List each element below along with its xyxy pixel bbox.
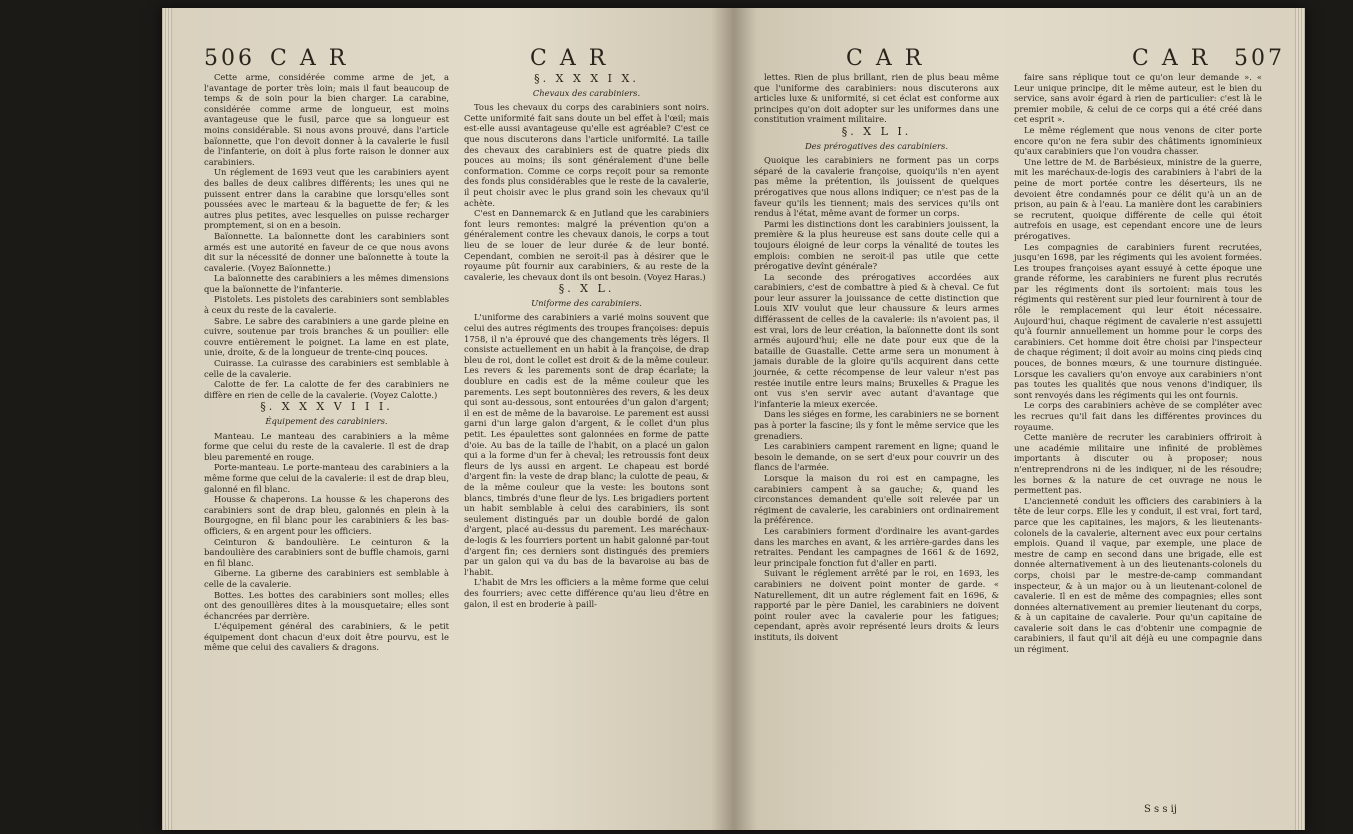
paragraph: Cuirasse. La cuirasse des carabiniers est semblable à celle de la cavalerie. bbox=[204, 358, 449, 379]
paragraph: Cette manière de recruter les carabiniers offriroit à une académie militaire une infinité de problèmes importants à discuter ou à proposer; nous n'entreprendrons ni de les indiquer, ni de les résoudre; les bornes & la nature de cet ouvrage ne nous le permettent pas. bbox=[1014, 432, 1262, 496]
paragraph: lettes. Rien de plus brillant, rien de plus beau même que l'uniforme des carabiniers: nous discuterons aux articles luxe & uniformité, si cet éclat est conforme aux principes qu'on doit adopter sur les uniformes dans une constitution vraiment militaire. bbox=[754, 72, 999, 125]
left-column-2 bbox=[464, 72, 709, 609]
paragraph: Les carabiniers campent rarement en ligne; quand le besoin le demande, on se sert d'eux pour couvrir un des flancs de l'armée. bbox=[754, 441, 999, 473]
paragraph: Un réglement de 1693 veut que les carabiniers ayent des balles de deux calibres différents; les unes qui ne puissent entrer dans la carabine que lorsqu'elles sont poussées avec le marteau & la baguette de fer; & les autres plus petites, avec lesquelles on puisse recharger promptement, si on en a besoin. bbox=[204, 167, 449, 231]
section-heading: §. X X X V I I I. bbox=[260, 400, 393, 414]
right-running-head-2: C A R bbox=[1132, 46, 1211, 71]
paragraph: faire sans réplique tout ce qu'on leur demande ». « Leur unique principe, dit le même auteur, est le bien du service, sans avoir égard à rien de particulier: c'est là le premier mobile, & celui de ce corps qui a été créé dans cet esprit ». bbox=[1014, 72, 1262, 125]
section-heading: §. X L. bbox=[558, 282, 615, 296]
section-heading: §. X X X I X. bbox=[534, 72, 639, 85]
section-subtitle: Uniforme des carabiniers. bbox=[531, 297, 642, 308]
right-page-number: 507 bbox=[1234, 46, 1285, 71]
paragraph: Une lettre de M. de Barbésieux, ministre de la guerre, mit les maréchaux-de-logis des carabiniers à l'abri de la peine de mort portée contre les déserteurs, ils ne devoient être condamnés pour ce délit qu'à un an de prison, au pain & à l'eau. La manière dont les carabiniers se recrutent, quoique différente de celle qui étoit autrefois en usage, est cependant encore une de leurs prérogatives. bbox=[1014, 156, 1262, 241]
paragraph: L'ancienneté conduit les officiers des carabiniers à la tête de leur corps. Elle les y conduit, il est vrai, fort tard, parce que les capitaines, les majors, & les lieutenants-colonels de la cavalerie, alternent avec eux pour certains emplois. Quand il vaque, par exemple, une place de mestre de camp en second dans une brigade, elle est donnée alternativement à un des lieutenants-colonels du corps, choisi par le mestre-de-camp commandant inspecteur, & à un major ou à un lieutenant-colonel de cavalerie. Il en est de même des compagnies; elles sont données alternativement au premier lieutenant du corps, & à un capitaine de cavalerie. Pour qu'un capitaine de cavalerie soit dans le cas d'obtenir une compagnie de carabiniers, il faut qu'il ait déjà eu une compagnie dans un régiment. bbox=[1014, 495, 1262, 655]
right-column-1 bbox=[754, 72, 999, 642]
paragraph: L'uniforme des carabiniers a varié moins souvent que celui des autres régiments des troupes françoises: depuis 1758, il n'a éprouvé que des changements très légers. Il consiste actuellement en un habit à la françoise, de drap bleu de roi, dont le collet est droit & de la même couleur. Les revers & les parements sont de drap écarlate; la doublure en cadis est de la même couleur que les parements. Les sept boutonnières des revers, & les deux qui sont au-dessous, sont entourées d'un galon d'argent; il en est de même de la bavaroise. Le parement est aussi garni d'un large galon d'argent, & le collet d'un plus petit. Les épaulettes sont galonnées en forme de patte d'oie. Au bas de la taille de l'habit, on a placé un galon qui a la forme d'un fer à cheval; les retroussis font deux fleurs de lys aussi en argent. Le chapeau est bordé d'argent fin: la veste de drap blanc; la culotte de peau, & de la même couleur que la veste: les boutons sont blancs, timbrés d'une fleur de lys. Les brigadiers portent un habit semblable à celui des carabiniers, ils sont seulement distingués par un double bordé de galon d'argent, placé au-dessus du parement. Les maréchaux-de-logis & les fourriers portent un habit galonné par-tout d'argent fin; ces derniers sont distingués des premiers par un galon qui va du bas de la bavaroise au bas de l'habit. bbox=[464, 312, 709, 577]
paragraph: Lorsque la maison du roi est en campagne, les carabiniers campent à sa gauche; &, quand les circonstances demandent qu'elle soit relevée par un régiment de cavalerie, les carabiniers ont ordinairement la préférence. bbox=[754, 472, 999, 526]
right-running-head-1: C A R bbox=[846, 46, 925, 71]
paragraph: Giberne. La giberne des carabiniers est semblable à celle de la cavalerie. bbox=[204, 568, 449, 589]
paragraph: Pistolets. Les pistolets des carabiniers sont semblables à ceux du reste de la cavalerie. bbox=[204, 294, 449, 316]
paragraph: Cette arme, considérée comme arme de jet, a l'avantage de porter très loin; mais il faut beaucoup de temps & de soin pour la bien charger. La carabine, considérée comme arme de longueur, est moins avantageuse que le fusil, parce que sa longueur est moins considérable. Si nous avons prouvé, dans l'article baïonnette, que l'on devoit donner à la cavalerie le fusil de l'infanterie, on doit à plus forte raison le donner aux carabiniers. bbox=[204, 72, 449, 167]
paragraph: C'est en Dannemarck & en Jutland que les carabiniers font leurs remontes: malgré la prévention qu'on a généralement contre les chevaux danois, le corps a tout lieu de se louer de leur durée & de leur bonté. Cependant, combien ne seroit-il pas à désirer que le royaume pût fournir aux carabiniers, & au reste de la cavalerie, les chevaux dont ils ont besoin. (Voyez Haras.) bbox=[464, 208, 709, 282]
paragraph: Quoique les carabiniers ne forment pas un corps séparé de la cavalerie françoise, quoiqu'ils n'en ayent pas même la prétention, ils jouissent de quelques prérogatives que nous allons indiquer; ce n'est pas de la faveur qu'ils les tiennent; mais des services qu'ils ont rendus à l'état, même avant de former un corps. bbox=[754, 155, 999, 219]
section-subtitle: Des prérogatives des carabiniers. bbox=[804, 140, 949, 151]
paragraph: Baïonnette. La baïonnette dont les carabiniers sont armés est une autorité en faveur de ce que nous avons dit sur la nécessité de donner une baïonnette à toute la cavalerie. (Voyez Baïonnette.) bbox=[204, 230, 449, 273]
paragraph: Le même réglement que nous venons de citer porte encore qu'on ne fera subir des châtiments ignominieux qu'aux carabiniers que l'on voudra chasser. bbox=[1014, 124, 1262, 157]
left-running-head-1: C A R bbox=[270, 46, 349, 71]
signature-mark: S s s ij bbox=[1144, 804, 1177, 815]
book-spread bbox=[162, 8, 1305, 830]
right-page bbox=[734, 8, 1305, 830]
right-column-2 bbox=[1014, 72, 1262, 655]
paragraph: Manteau. Le manteau des carabiniers a la même forme que celui du reste de la cavalerie. Il est de drap bleu parementé en rouge. bbox=[204, 430, 449, 462]
section-subtitle: Équipement des carabiniers. bbox=[265, 416, 388, 426]
paragraph: Les carabiniers forment d'ordinaire les avant-gardes dans les marches en avant, & les arrière-gardes dans les retraites. Pendant les campagnes de 1661 & de 1692, leur principale fonction fut d'aller en parti. bbox=[754, 525, 999, 568]
paragraph: Housse & chaperons. La housse & les chaperons des carabiniers sont de drap bleu, galonnés en plein à la Bourgogne, en fil blanc pour les carabiniers & les bas-officiers, & en argent pour les officiers. bbox=[204, 494, 449, 536]
paragraph: Sabre. Le sabre des carabiniers a une garde pleine en cuivre, soutenue par trois branches & un pouilier: elle couvre entièrement le poignet. La lame en est plate, unie, droite, & de la longueur de trente-cinq pouces. bbox=[204, 315, 449, 358]
paragraph: L'équipement général des carabiniers, & le petit équipement dont chacun d'eux doit être pourvu, est le même que celui des cavaliers & dragons. bbox=[204, 621, 449, 653]
paragraph: La baïonnette des carabiniers a les mêmes dimensions que la baïonnette de l'infanterie. bbox=[204, 273, 449, 294]
left-running-head-2: C A R bbox=[530, 46, 609, 71]
paragraph: Le corps des carabiniers achève de se compléter avec les recrues qu'il fait dans les différentes provinces du royaume. bbox=[1014, 400, 1262, 432]
paragraph: Tous les chevaux du corps des carabiniers sont noirs. Cette uniformité fait sans doute un bel effet à l'œil; mais est-elle aussi avantageuse qu'elle est agréable? C'est ce que nous discuterons dans l'article uniformité. La taille des chevaux des carabiniers est de quatre pieds dix pouces au moins; ils sont généralement d'une belle conformation. Comme ce corps reçoit pour sa remonte des fonds plus considérables que le reste de la cavalerie, il peut choisir avec le plus grand soin les chevaux qu'il achète. bbox=[464, 102, 709, 208]
paragraph: Parmi les distinctions dont les carabiniers jouissent, la première & la plus heureuse est sans doute celle qui a toujours éloigné de leur corps la vénalité de toutes les emplois: combien ne seroit-il pas utile que cette prérogative devînt générale? bbox=[754, 218, 999, 272]
paragraph: Calotte de fer. La calotte de fer des carabiniers ne diffère en rien de celle de la cavalerie. (Voyez Calotte.) bbox=[204, 379, 449, 400]
paragraph: Bottes. Les bottes des carabiniers sont molles; elles ont des genouillères dites à la mousquetaire; elles sont échancrées par derrière. bbox=[204, 589, 449, 621]
left-page bbox=[162, 8, 734, 830]
left-page-number: 506 bbox=[204, 46, 255, 71]
paragraph: Ceinturon & bandoulière. Le ceinturon & la bandoulière des carabiniers sont de buffle chamois, garni en fil blanc. bbox=[204, 536, 450, 568]
paragraph: Les compagnies de carabiniers furent recrutées, jusqu'en 1698, par les régiments qui les avoient formées. Les troupes françoises ayant essuyé à cette époque une grande réforme, les carabiniers ne furent plus recrutés par les régiments dont ils sortoient: mais tous les régiments qui restèrent sur pied leur fournirent à tour de rôle le remplacement qui leur étoit nécessaire. Aujourd'hui, chaque régiment de cavalerie n'est assujetti qu'à fournir annuellement un homme pour le corps des carabiniers. Cet homme doit être choisi par l'inspecteur de chaque régiment; il doit avoir au moins cinq pieds cinq pouces, de bonnes mœurs, & une tournure distinguée. Lorsque les cavaliers qu'on envoye aux carabiniers n'ont pas toutes les qualités que nous venons d'indiquer, ils sont renvoyés dans les régiments qui les ont fournis. bbox=[1014, 241, 1262, 400]
paragraph: La seconde des prérogatives accordées aux carabiniers, c'est de combattre à pied & à cheval. Ce fut pour leur assurer la jouissance de cette distinction que Louis XIV voulut que leur chaussure & leurs armes différassent de celles de la cavalerie: ils n'avoient pas, il est vrai, lors de leur création, la baïonnette dont ils sont armés aujourd'hui; elle ne date pour eux que de la bataille de Guastalle. Cette arme sera un monument à jamais durable de la gloire qu'ils acquirent dans cette journée, & cette récompense de leur valeur n'est pas restée inutile entre leurs mains; Bruxelles & Prague les ont vus s'en servir avec autant d'avantage que l'infanterie la mieux exercée. bbox=[754, 271, 999, 409]
paragraph: Dans les siéges en forme, les carabiniers ne se bornent pas à porter la fascine; ils y font le même service que les grenadiers. bbox=[754, 409, 999, 441]
paragraph: Suivant le réglement arrêté par le roi, en 1693, les carabiniers ne doivent point monter de garde. « Naturellement, dit un autre réglement fait en 1696, & rapporté par le père Daniel, les carabiniers ne doivent point rouler avec la cavalerie pour les fatigues; cependant, après avoir représenté leurs droits & leurs instituts, ils doivent bbox=[754, 568, 999, 642]
section-heading: §. X L I. bbox=[841, 124, 912, 138]
paragraph: Porte-manteau. Le porte-manteau des carabiniers a la même forme que celui de la cavalerie: il est de drap bleu, galonné en fil blanc. bbox=[204, 462, 449, 494]
paragraph: L'habit de Mrs les officiers a la même forme que celui des fourriers; avec cette différence qu'au lieu d'être en galon, il est en broderie à paill- bbox=[464, 577, 709, 609]
page-edge bbox=[162, 8, 172, 830]
page-edge bbox=[1295, 8, 1305, 830]
section-subtitle: Chevaux des carabiniers. bbox=[532, 87, 641, 98]
left-column-1 bbox=[204, 72, 449, 653]
